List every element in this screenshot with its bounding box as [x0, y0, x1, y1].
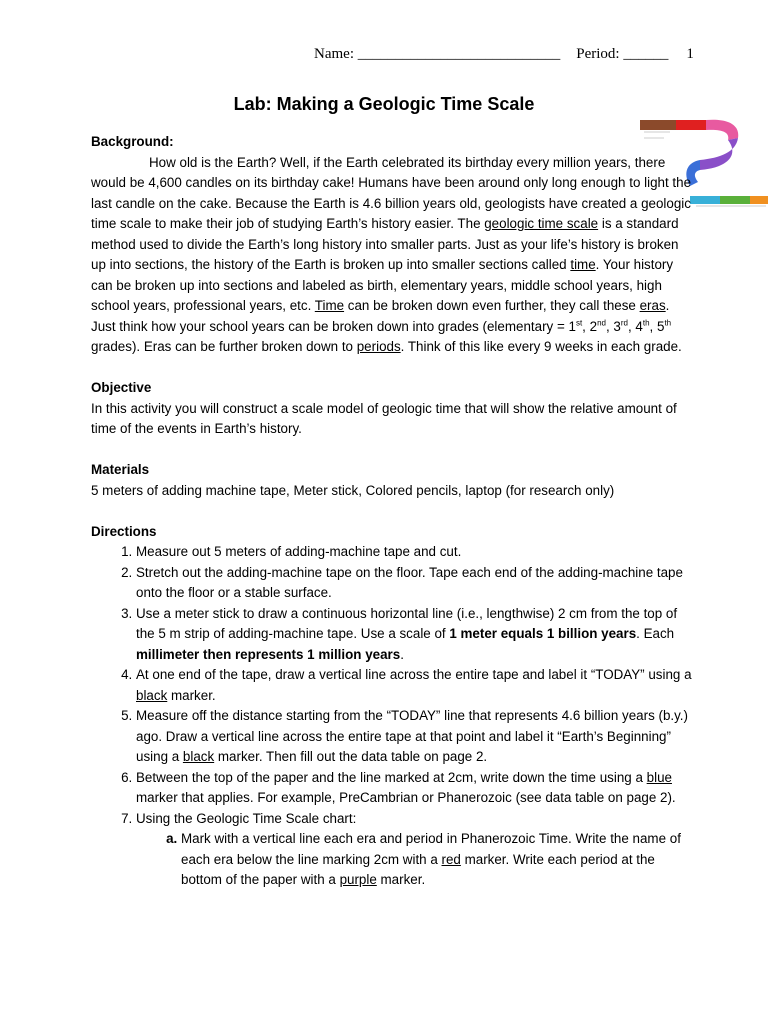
objective-text: In this activity you will construct a scale model of geologic time that will show the relative amount of time of the events in Earth’s history. — [91, 400, 677, 436]
term-geologic-time-scale: geologic time scale — [484, 216, 599, 231]
step-text: marker that applies. For example, PreCambrian or Phanerozoic (see data table on page 2). — [136, 790, 676, 805]
term-eras: eras — [639, 298, 666, 313]
step-text: marker. — [376, 872, 426, 887]
list-item — [136, 768, 697, 809]
spiral-band-orange — [750, 196, 768, 204]
spiral-band-pink — [706, 120, 738, 140]
step-text: Between the top of the paper and the line marked at 2cm, write down the time using a — [136, 769, 647, 785]
spiral-band-purple — [700, 138, 738, 170]
step-text: . Each — [636, 626, 675, 641]
step-text: . — [400, 646, 404, 662]
list-item — [136, 665, 697, 706]
list-item — [136, 604, 697, 666]
background-text: . Your history can be broken up into sections and labeled as birth, elementary years, middle school years, high school years, professional years, etc. — [91, 257, 674, 313]
background-text: is a standard method used to divide the Earth’s long history into smaller parts. Just as your life’s history is broken up into sections, the history of the Earth is broken up into smaller sections called — [91, 216, 679, 272]
sub-steps-list — [136, 829, 697, 891]
ordinal-suffix: nd — [597, 318, 606, 328]
page-title: Lab: Making a Geologic Time Scale — [233, 94, 535, 114]
marker-color-black: black — [136, 687, 168, 703]
background-text: can be broken down even further, they call these — [344, 298, 640, 313]
list-item — [136, 809, 697, 891]
term-time: Time — [314, 298, 345, 313]
background-paragraph — [91, 153, 697, 358]
step-text: Use a meter stick to draw a continuous horizontal line (i.e., lengthwise) 2 cm from the top of the 5 m strip of adding-machine tape. Use a scale of — [136, 605, 678, 641]
background-text: grades). Eras can be further broken down to — [91, 339, 357, 354]
background-text: , 4 — [627, 318, 643, 334]
step-text: Measure off the distance starting from the “TODAY” line that represents 4.6 billion years (b.y.) ago. Draw a vertical line across the entire tape at that point and label it “Earth’s Beginning” using a — [136, 708, 688, 764]
marker-color-red: red — [441, 851, 461, 867]
term-periods: periods — [356, 339, 401, 354]
marker-color-black: black — [182, 749, 215, 764]
marker-color-purple: purple — [339, 872, 377, 887]
directions-list — [91, 542, 697, 891]
page-number: 1 — [686, 46, 694, 62]
step-text: Using the Geologic Time Scale chart: — [136, 810, 357, 826]
spiral-band-red — [676, 120, 706, 130]
step-text: At one end of the tape, draw a vertical line across the entire tape and label it “TODAY” using a — [136, 667, 692, 682]
background-text: . Think of this like every 9 weeks in each grade. — [400, 339, 682, 354]
background-text: , 3 — [605, 318, 621, 334]
step-text: Measure out 5 meters of adding-machine tape and cut. — [136, 544, 462, 559]
scale-emphasis: 1 meter equals 1 billion years — [449, 626, 637, 641]
step-text: marker. Then fill out the data table on page 2. — [214, 749, 488, 764]
ordinal-suffix: th — [664, 318, 672, 328]
background-heading: Background: — [91, 134, 174, 149]
period-field-label: Period: ______ — [576, 46, 669, 62]
spiral-band-green — [720, 196, 750, 204]
step-text: Stretch out the adding-machine tape on the floor. Tape each end of the adding-machine tape onto the floor or a stable surface. — [136, 564, 683, 600]
term-time: time — [570, 257, 596, 272]
background-text: , 2 — [582, 318, 598, 334]
ordinal-suffix: th — [642, 318, 650, 328]
list-item — [136, 542, 697, 563]
ordinal-suffix: rd — [620, 318, 628, 328]
worksheet-content — [91, 132, 697, 891]
objective-heading: Objective — [91, 380, 152, 395]
name-field-label: Name: ___________________________ — [314, 46, 561, 62]
header — [314, 46, 704, 63]
ordinal-suffix: st — [575, 318, 583, 328]
list-item — [181, 829, 697, 891]
background-text: , 5 — [649, 318, 665, 334]
list-item — [136, 563, 697, 604]
marker-color-blue: blue — [646, 769, 672, 785]
step-text: marker. Write each period at the bottom of the paper with a — [181, 851, 655, 887]
step-text: marker. — [167, 687, 216, 703]
materials-heading: Materials — [91, 462, 150, 477]
spiral-band-brown — [640, 120, 676, 130]
directions-heading: Directions — [91, 523, 157, 539]
background-text: How old is the Earth? Well, if the Earth celebrated its birthday every million years, there would be 4,600 candles on its birthday cake! Humans have been around only long enough to light the last candle on the cake. Because the Earth is 4.6 billion years old, geologists have created a geologic time scale to make their job of studying Earth’s history easier. The — [91, 154, 692, 231]
list-item — [136, 706, 697, 768]
background-text: . Just think how your school years can be broken down into grades (elementary = 1 — [91, 298, 670, 334]
step-text: Mark with a vertical line each era and period in Phanerozoic Time. Write the name of each era below the line marking 2cm with a — [181, 831, 681, 867]
scale-emphasis: millimeter then represents 1 million years — [136, 646, 401, 662]
materials-text: 5 meters of adding machine tape, Meter stick, Colored pencils, laptop (for research only) — [91, 482, 615, 498]
